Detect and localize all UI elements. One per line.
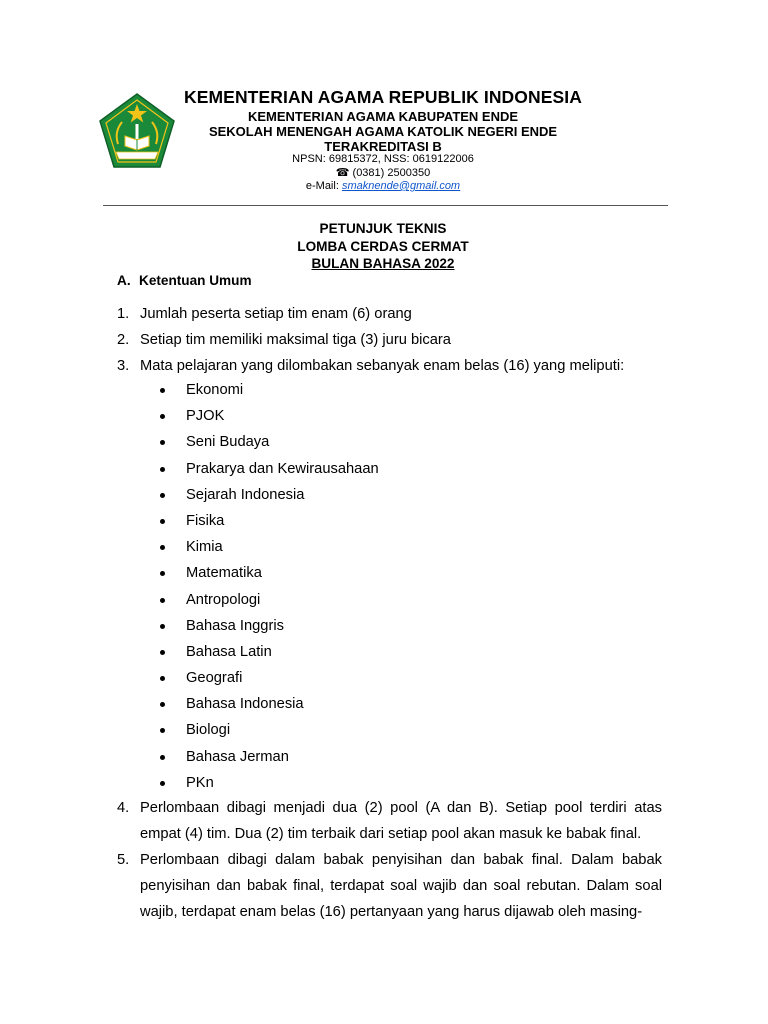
subject-item bbox=[158, 377, 458, 403]
bullet-icon bbox=[160, 440, 165, 445]
bullet-icon bbox=[160, 571, 165, 576]
subject-list bbox=[158, 377, 458, 796]
email-link[interactable]: smaknende@gmail.com bbox=[341, 180, 461, 192]
item-number: 4. bbox=[117, 800, 130, 816]
subject-label: Geografi bbox=[186, 670, 243, 687]
school-name: SEKOLAH MENENGAH AGAMA KATOLIK NEGERI ENDE bbox=[208, 124, 558, 139]
item-number: 3. bbox=[117, 358, 130, 374]
bullet-icon bbox=[160, 702, 165, 707]
subject-label: Kimia bbox=[186, 539, 223, 556]
item-number: 2. bbox=[117, 332, 130, 348]
document-title-line3-text: BULAN BAHASA 2022 bbox=[311, 256, 455, 271]
accreditation-status: TERAKREDITASI B bbox=[324, 139, 442, 154]
list-item bbox=[117, 353, 662, 379]
school-ids: NPSN: 69815372, NSS: 0619122006 bbox=[292, 153, 474, 165]
subject-label: Ekonomi bbox=[186, 382, 244, 398]
item-number: 5. bbox=[117, 852, 130, 868]
subject-item bbox=[158, 665, 458, 691]
subject-item bbox=[158, 456, 458, 482]
subject-item bbox=[158, 482, 458, 508]
subject-label: Antropologi bbox=[186, 591, 261, 608]
bullet-icon bbox=[160, 519, 165, 524]
org-sub-heading: KEMENTERIAN AGAMA KABUPATEN ENDE bbox=[247, 109, 519, 124]
subject-label: Sejarah Indonesia bbox=[186, 486, 305, 503]
subject-label: Bahasa Latin bbox=[186, 643, 272, 660]
subject-label: Bahasa Inggris bbox=[186, 617, 284, 634]
section-marker: A. bbox=[117, 273, 131, 288]
document-title-line1: PETUNJUK TEKNIS bbox=[319, 221, 447, 236]
subject-item bbox=[158, 639, 458, 665]
item-text: Setiap tim memiliki maksimal tiga (3) juru bicara bbox=[140, 332, 451, 348]
phone-number: (0381) 2500350 bbox=[352, 167, 431, 179]
subject-label: Fisika bbox=[186, 512, 225, 529]
org-main-heading: KEMENTERIAN AGAMA REPUBLIK INDONESIA bbox=[183, 87, 582, 107]
bullet-icon bbox=[160, 388, 165, 393]
section-heading-text: Ketentuan Umum bbox=[139, 273, 252, 288]
kemenag-emblem-icon bbox=[98, 92, 176, 170]
bullet-icon bbox=[160, 781, 165, 786]
list-item bbox=[117, 795, 662, 847]
phone-line bbox=[180, 166, 586, 179]
subject-label: Bahasa Jerman bbox=[186, 748, 289, 765]
header-divider bbox=[103, 205, 668, 206]
email-line bbox=[180, 180, 586, 192]
list-item bbox=[117, 847, 662, 925]
subject-label: Bahasa Indonesia bbox=[186, 696, 304, 713]
subject-item bbox=[158, 770, 458, 796]
item-number: 1. bbox=[117, 306, 130, 322]
bullet-icon bbox=[160, 493, 165, 498]
subject-item bbox=[158, 560, 458, 586]
subject-label: Seni Budaya bbox=[186, 434, 270, 451]
bullet-icon bbox=[160, 414, 165, 419]
subject-item bbox=[158, 429, 458, 455]
bullet-icon bbox=[160, 545, 165, 550]
item-text: Jumlah peserta setiap tim enam (6) orang bbox=[140, 306, 412, 322]
subject-label: Matematika bbox=[186, 565, 262, 582]
subject-item bbox=[158, 691, 458, 717]
subject-label: Biologi bbox=[186, 722, 231, 739]
subject-item bbox=[158, 534, 458, 560]
email-label: e-Mail: bbox=[305, 180, 342, 192]
bullet-icon bbox=[160, 755, 165, 760]
document-title-line2: LOMBA CERDAS CERMAT bbox=[297, 239, 469, 254]
subject-item bbox=[158, 403, 458, 429]
subject-label: Prakarya dan Kewirausahaan bbox=[186, 460, 379, 477]
list-item bbox=[117, 301, 662, 327]
bullet-icon bbox=[160, 467, 165, 472]
subject-item bbox=[158, 744, 458, 770]
telephone-icon: ☎ bbox=[335, 167, 353, 179]
item-text: Perlombaan dibagi menjadi dua (2) pool (A dan B). Setiap pool terdiri atas empat (4) tim. Dua (2) tim terbaik dari setiap pool akan masuk ke babak final. bbox=[140, 800, 662, 842]
section-heading bbox=[117, 273, 252, 288]
bullet-icon bbox=[160, 650, 165, 655]
bullet-icon bbox=[160, 728, 165, 733]
document-title-line3 bbox=[180, 256, 586, 271]
subject-item bbox=[158, 508, 458, 534]
subject-item bbox=[158, 587, 458, 613]
item-text: Perlombaan dibagi dalam babak penyisihan dan babak final. Dalam babak penyisihan dan babak final, terdapat soal wajib dan soal rebutan. Dalam soal wajib, terdapat enam belas (16) pertanyaan yang harus dijawab oleh masing- bbox=[140, 852, 662, 920]
bullet-icon bbox=[160, 598, 165, 603]
subject-label: PKn bbox=[186, 774, 214, 791]
list-item bbox=[117, 327, 662, 353]
bullet-icon bbox=[160, 624, 165, 629]
item-text: Mata pelajaran yang dilombakan sebanyak enam belas (16) yang meliputi: bbox=[140, 358, 625, 374]
subject-item bbox=[158, 717, 458, 743]
subject-item bbox=[158, 613, 458, 639]
subject-label: PJOK bbox=[186, 408, 225, 425]
bullet-icon bbox=[160, 676, 165, 681]
